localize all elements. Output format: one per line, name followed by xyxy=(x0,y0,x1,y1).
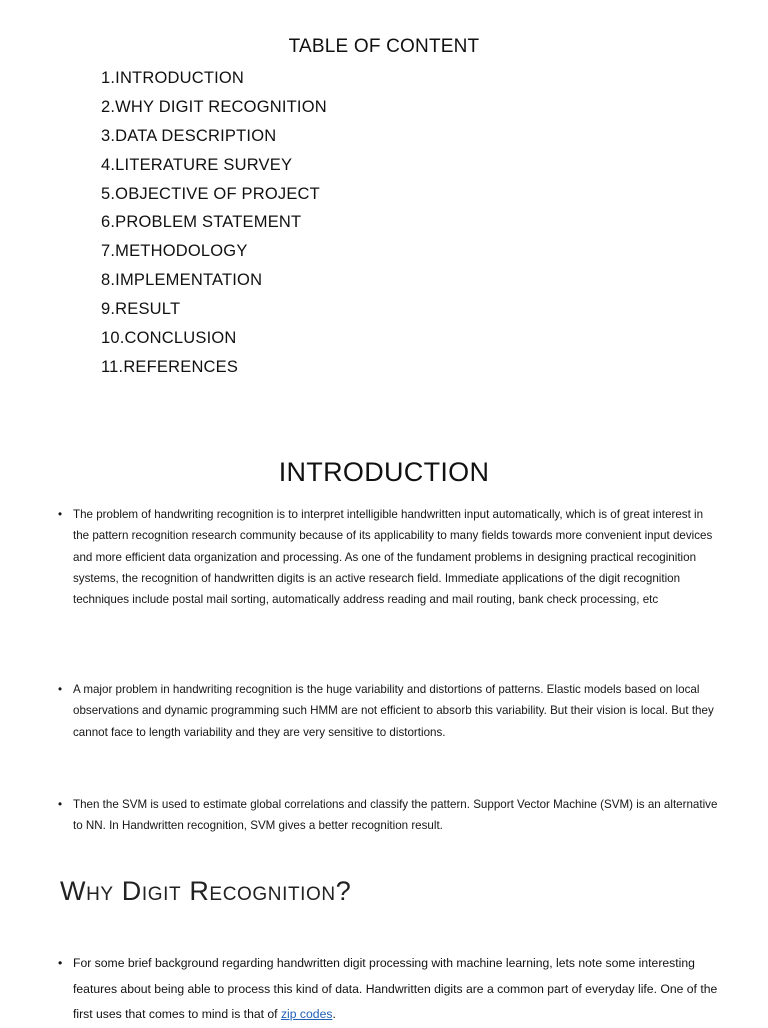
intro-bullet xyxy=(58,504,718,610)
toc-title: TABLE OF CONTENT xyxy=(288,36,480,57)
toc-item: 11.REFERENCES xyxy=(101,357,239,376)
intro-bullet-list xyxy=(58,794,718,837)
why-bullet-end: . xyxy=(332,1007,336,1021)
toc-item: 3.DATA DESCRIPTION xyxy=(101,126,277,145)
intro-bullet-list xyxy=(58,504,718,610)
toc-item: 6.PROBLEM STATEMENT xyxy=(101,213,302,232)
toc-item: 4.LITERATURE SURVEY xyxy=(101,155,293,174)
toc-item: 1.INTRODUCTION xyxy=(101,69,245,87)
intro-bullet xyxy=(58,679,718,743)
bullet-icon: • xyxy=(58,956,63,970)
intro-bullet-text: The problem of handwriting recognition is to interpret intelligible handwritten input automatically, which is of great interest in the pattern recognition research community because of its applicability to many fields towards more convenient input devices and more efficient data organization and processing. As one of the fundament problems in designing practical recoginition systems, the recognition of handwritten digits is an active research field. Immediate applications of the digit recognition techniques include postal mail sorting, automatically address reading and mail routing, bank check processing, etc xyxy=(73,508,713,607)
why-digit-recognition-heading: Why Digit Recognition? xyxy=(60,876,352,906)
bullet-icon: • xyxy=(58,798,63,811)
toc-item: 10.CONCLUSION xyxy=(101,329,237,348)
toc-item: 9.RESULT xyxy=(101,300,181,319)
bullet-icon: • xyxy=(58,683,63,696)
toc-item: 2.WHY DIGIT RECOGNITION xyxy=(101,97,327,116)
toc-item: 5.OBJECTIVE OF PROJECT xyxy=(101,184,320,203)
why-bullet xyxy=(58,951,718,1028)
intro-bullet-text: A major problem in handwriting recognition is the huge variability and distortions of patterns. Elastic models based on local observations and dynamic programming such HMM are not efficient to absorb this variability. But their vision is local. But they cannot face to length variability and they are very sensitive to distortions. xyxy=(73,683,714,739)
intro-bullet xyxy=(58,794,718,837)
toc-item: 7.METHODOLOGY xyxy=(101,242,248,261)
introduction-heading: INTRODUCTION xyxy=(278,457,490,487)
toc-item: 8.IMPLEMENTATION xyxy=(101,271,263,290)
toc-list xyxy=(101,64,327,382)
why-bullet-text: For some brief background regarding handwritten digit processing with machine learning, lets note some interesting features about being able to process this kind of data. Handwritten digits are a common part of everyday life. One of the first uses that comes to mind is that of xyxy=(73,956,718,1021)
why-bullet-list xyxy=(58,951,718,1028)
intro-bullet-list xyxy=(58,679,718,743)
zip-codes-link[interactable]: zip codes xyxy=(280,1007,333,1021)
bullet-icon: • xyxy=(58,508,63,521)
intro-bullet-text: Then the SVM is used to estimate global correlations and classify the pattern. Support Vector Machine (SVM) is an alternative to NN. In Handwritten recognition, SVM gives a better recognition result. xyxy=(73,798,718,833)
